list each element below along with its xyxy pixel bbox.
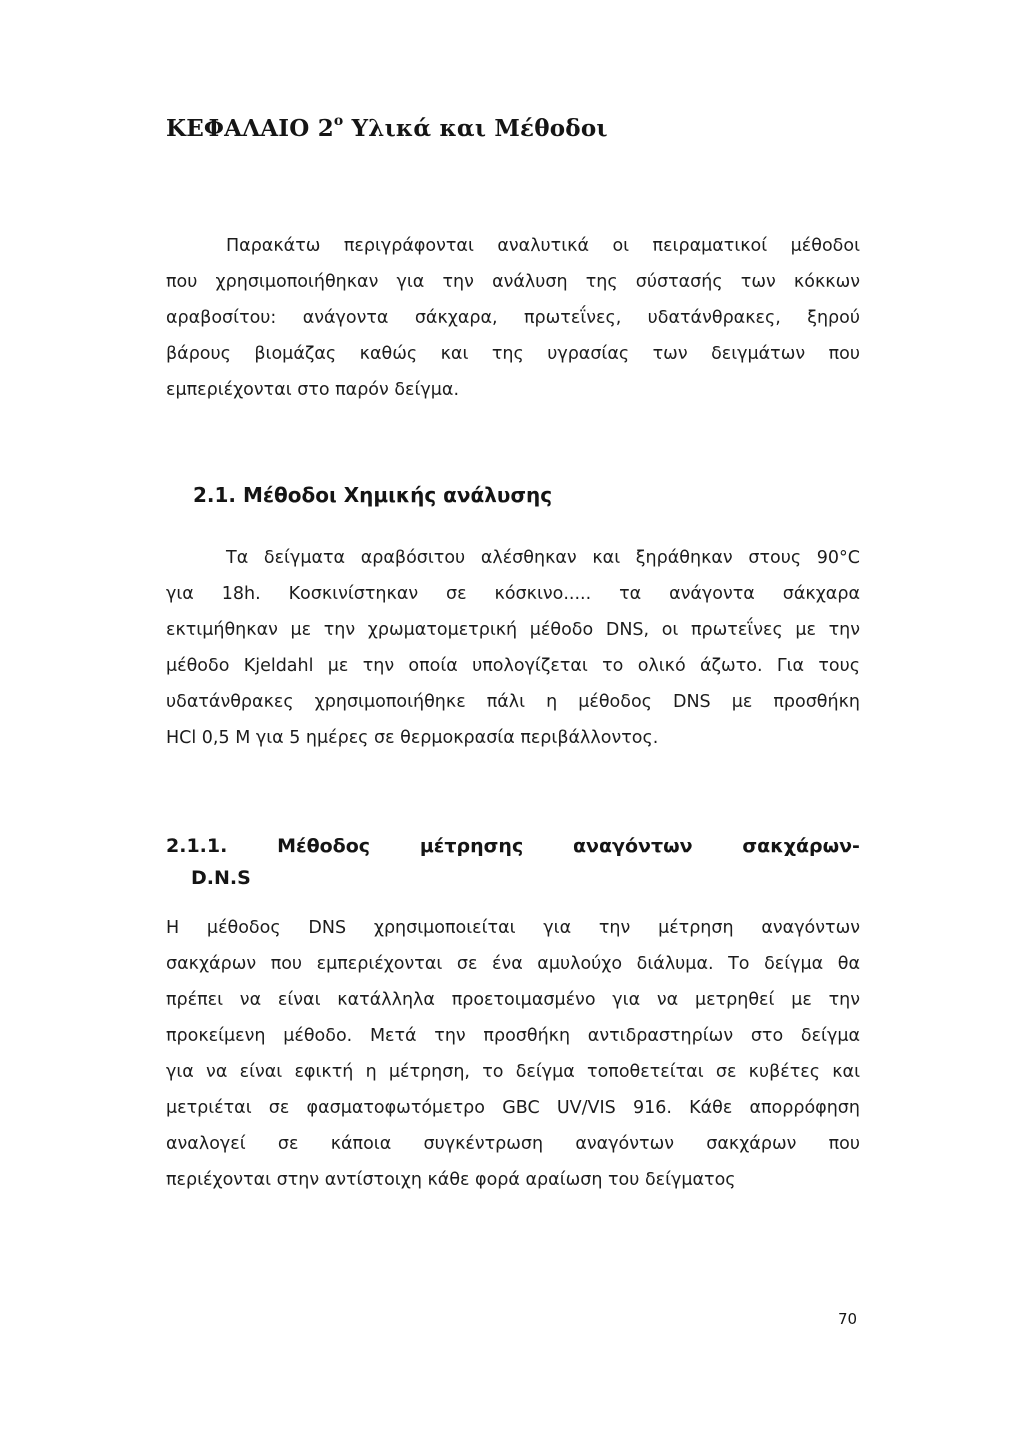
paragraph-line: εκτιμήθηκαν με την χρωματομετρική μέθοδο DNS, οι πρωτεΐνες με την [166, 620, 860, 640]
heading-word: σακχάρων- [742, 835, 860, 857]
paragraph-line: μετριέται σε φασματοφωτόμετρο GBC UV/VIS 916. Κάθε απορρόφηση [166, 1098, 860, 1118]
heading-word: Μέθοδος [277, 835, 371, 857]
chapter-title-prefix: ΚΕΦΑΛΑΙΟ 2 [166, 115, 334, 142]
paragraph-line: αναλογεί σε κάποια συγκέντρωση αναγόντων σακχάρων που [166, 1134, 860, 1154]
section-2-1-paragraph [166, 540, 860, 756]
paragraph-line: που χρησιμοποιήθηκαν για την ανάλυση της σύστασής των κόκκων [166, 272, 860, 292]
paragraph-line: HCl 0,5 M για 5 ημέρες σε θερμοκρασία περιβάλλοντος. [166, 728, 659, 748]
heading-word: αναγόντων [573, 835, 693, 857]
paragraph-line: για να είναι εφικτή η μέτρηση, το δείγμα τοποθετείται σε κυβέτες και [166, 1062, 860, 1082]
paragraph-line: υδατάνθρακες χρησιμοποιήθηκε πάλι η μέθοδος DNS με προσθήκη [166, 692, 860, 712]
paragraph-line: βάρους βιομάζας καθώς και της υγρασίας των δειγμάτων που [166, 344, 860, 364]
paragraph-line: Τα δείγματα αραβόσιτου αλέσθηκαν και ξηράθηκαν στους 90°C [226, 548, 860, 568]
heading-word: μέτρησης [419, 835, 524, 857]
paragraph-line: προκείμενη μέθοδο. Μετά την προσθήκη αντιδραστηρίων στο δείγμα [166, 1026, 860, 1046]
chapter-title [166, 115, 608, 142]
section-2-1-1-paragraph [166, 910, 860, 1198]
paragraph-line: σακχάρων που εμπεριέχονται σε ένα αμυλούχο διάλυμα. Το δείγμα θα [166, 954, 860, 974]
paragraph-line: πρέπει να είναι κατάλληλα προετοιμασμένο για να μετρηθεί με την [166, 990, 860, 1010]
paragraph-line: για 18h. Κοσκινίστηκαν σε κόσκινο..... τα ανάγοντα σάκχαρα [166, 584, 860, 604]
chapter-title-text: Υλικά και Μέθοδοι [343, 115, 608, 142]
chapter-number-superscript: ο [333, 113, 344, 130]
section-2-1-1-heading [166, 830, 860, 894]
section-2-1-heading: 2.1. Μέθοδοι Χημικής ανάλυσης [193, 483, 553, 507]
paragraph-line: μέθοδο Kjeldahl με την οποία υπολογίζεται το ολικό άζωτο. Για τους [166, 656, 860, 676]
paragraph-line: εμπεριέχονται στο παρόν δείγμα. [166, 380, 460, 400]
paragraph-line: αραβοσίτου: ανάγοντα σάκχαρα, πρωτεΐνες, υδατάνθρακες, ξηρού [166, 308, 860, 328]
paragraph-line: περιέχονται στην αντίστοιχη κάθε φορά αραίωση του δείγματος [166, 1170, 736, 1190]
heading-continuation: D.N.S [191, 867, 251, 889]
intro-paragraph [166, 228, 860, 408]
paragraph-line: Η μέθοδος DNS χρησιμοποιείται για την μέτρηση αναγόντων [166, 918, 860, 938]
page-number: 70 [838, 1310, 858, 1328]
paragraph-line: Παρακάτω περιγράφονται αναλυτικά οι πειραματικοί μέθοδοι [226, 236, 860, 256]
section-number: 2.1.1. [166, 835, 228, 857]
